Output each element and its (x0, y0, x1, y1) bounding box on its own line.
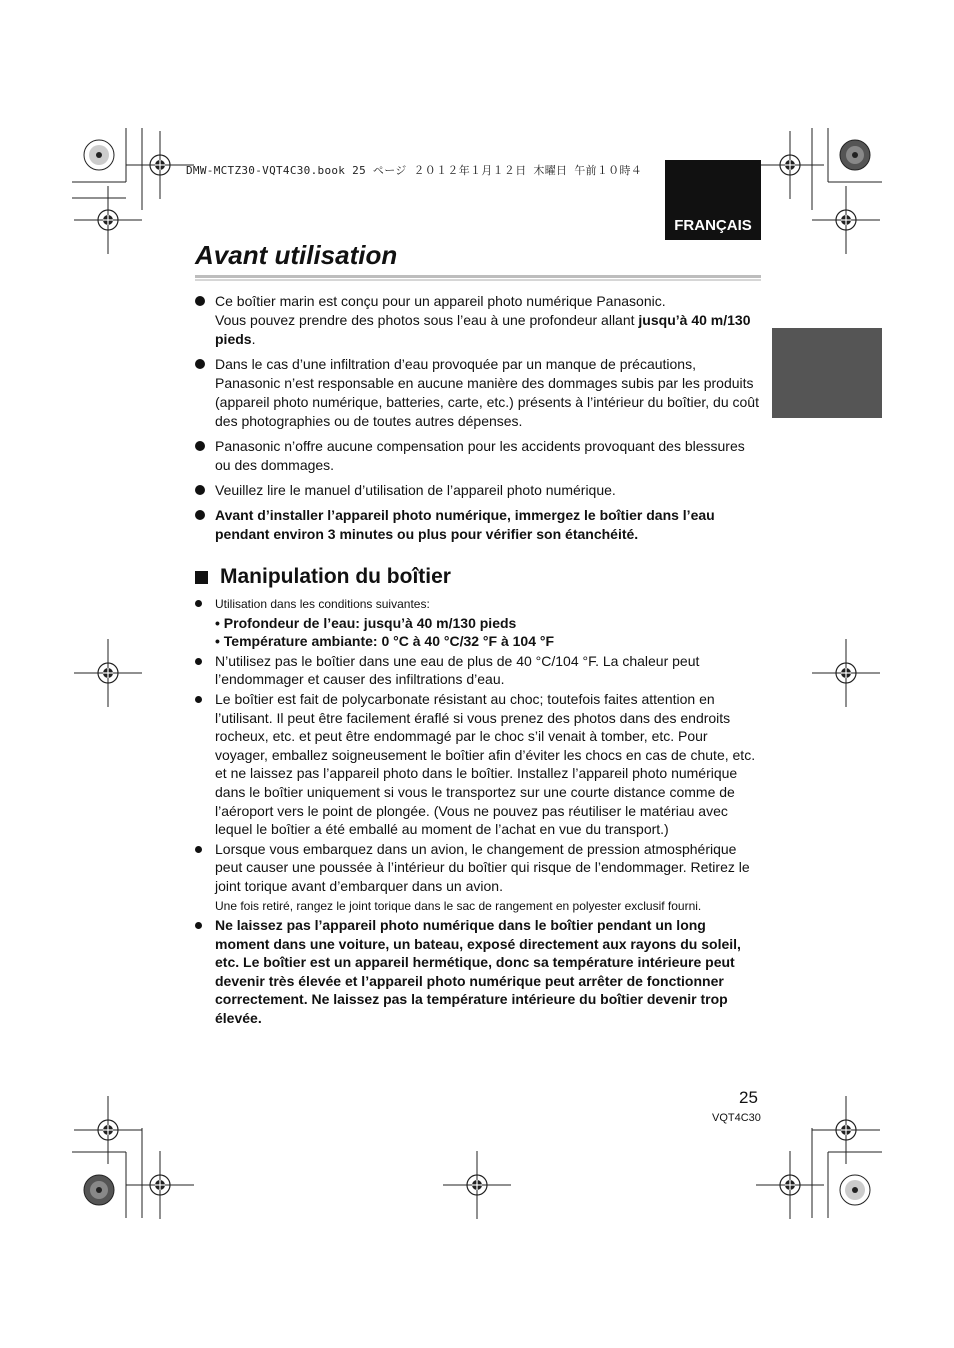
bullet-icon (195, 658, 202, 665)
bullet-icon (195, 922, 202, 929)
list-item (195, 292, 761, 349)
side-thumb-index (772, 328, 882, 418)
list-item-text: Lorsque vous embarquez dans un avion, le changement de pression atmosphérique peut causer une poussée à l’intérieur du boîtier qui risque de l’endommager. Retirez le joint torique avant d’embarquer dans un avion. (215, 840, 750, 894)
list-item-text: Veuillez lire le manuel d’utilisation de l’appareil photo numérique. (215, 482, 616, 498)
list-item-text: Le boîtier est fait de polycarbonate résistant au choc; toutefois faites attention en l’utilisant. Il peut être facilement éraflé si vous prenez des photos dans des endroits rocheux, etc. et peut être endommagé par le choc s’il venait à tomber, etc. Pour voyager, emballez soigneusement le boîtier afin d’éviter les chocs en cas de chute, etc. et ne laissez pas l’appareil photo dans le boîtier. Installez l’appareil photo numérique dans le boîtier uniquement si vous le transportez sur une courte distance comme de l’aéroport vers le point de plongée. (Vous ne pouvez pas réutiliser le matériau avec lequel le boîtier a été emballé au moment de l’achat en vue du transport.) (215, 690, 756, 838)
list-item-bold-text: Ne laissez pas l’appareil photo numérique dans le boîtier pendant un long moment dans une voiture, un bateau, exposé directement aux rayons du soleil, etc. Le boîtier est un appareil hermétique, donc sa température intérieure peut devenir très élevée et l’appareil photo numérique peut arrêter de fonctionner correctement. Ne laissez pas la température intérieure du boîtier devenir trop élevée. (215, 917, 741, 1027)
list-item (195, 481, 761, 500)
section-list (195, 594, 761, 1029)
square-bullet-icon (195, 571, 208, 584)
bullet-icon (195, 600, 202, 607)
bullet-icon (195, 441, 205, 451)
list-item (195, 840, 761, 915)
bullet-icon (195, 696, 202, 703)
language-tab-label: FRANÇAIS (674, 217, 752, 234)
list-item (195, 594, 761, 651)
list-item-text: Utilisation dans les conditions suivantes: (215, 597, 430, 611)
list-item (195, 916, 761, 1028)
list-item-text: N’utilisez pas le boîtier dans une eau de plus de 40 °C/104 °F. La chaleur peut l’endommager et causer des infiltrations d’eau. (215, 652, 700, 688)
list-item-text: . (251, 331, 256, 347)
list-item-note: Une fois retiré, rangez le joint torique dans le sac de rangement en polyester exclusif fourni. (215, 898, 702, 913)
list-item-text: Dans le cas d’une infiltration d’eau provoquée par un manque de précautions, Panasonic n’est responsable en aucune manière des dommages subis par les produits (appareil photo numérique, batteries, carte, etc.) présents à l’intérieur du boîtier, du coût des photographies ou de toutes autres dépenses. (215, 356, 759, 429)
section-heading-text: Manipulation du boîtier (220, 565, 451, 588)
list-item-bold-text: Avant d’installer l’appareil photo numérique, immergez le boîtier dans l’eau pendant environ 3 minutes ou plus pour vérifier son étanchéité. (215, 507, 715, 542)
list-item-bold-text: jusqu’à 40 m/130 pieds (215, 312, 751, 347)
bullet-icon (195, 296, 205, 306)
list-item (195, 506, 761, 544)
sub-item: • Température ambiante: 0 °C à 40 °C/32 °F à 104 °F (215, 633, 555, 650)
language-tab (665, 160, 761, 240)
list-item (195, 355, 761, 431)
list-item-text: Panasonic n’offre aucune compensation pour les accidents provoquant des blessures ou des dommages. (215, 438, 745, 473)
list-item-text: Ce boîtier marin est conçu pour un appareil photo numérique Panasonic. (215, 293, 666, 309)
page-title: Avant utilisation (195, 240, 398, 270)
list-item (195, 652, 761, 689)
intro-list (195, 292, 761, 548)
bullet-icon (195, 359, 205, 369)
list-item (195, 437, 761, 475)
sub-item: • Profondeur de l’eau: jusqu’à 40 m/130 pieds (215, 614, 517, 631)
print-header: DMW-MCTZ30-VQT4C30.book 25 ページ ２０１２年１月１２日 木曜日 午前１０時４ (186, 164, 643, 177)
page-code: VQT4C30 (712, 1112, 761, 1124)
bullet-icon (195, 846, 202, 853)
list-item (195, 690, 761, 839)
bullet-icon (195, 485, 205, 495)
list-item-text: Vous pouvez prendre des photos sous l’eau à une profondeur allant (215, 312, 639, 328)
page-number: 25 (739, 1088, 758, 1107)
title-rule (195, 275, 761, 281)
section-heading (195, 565, 451, 589)
bullet-icon (195, 510, 205, 520)
